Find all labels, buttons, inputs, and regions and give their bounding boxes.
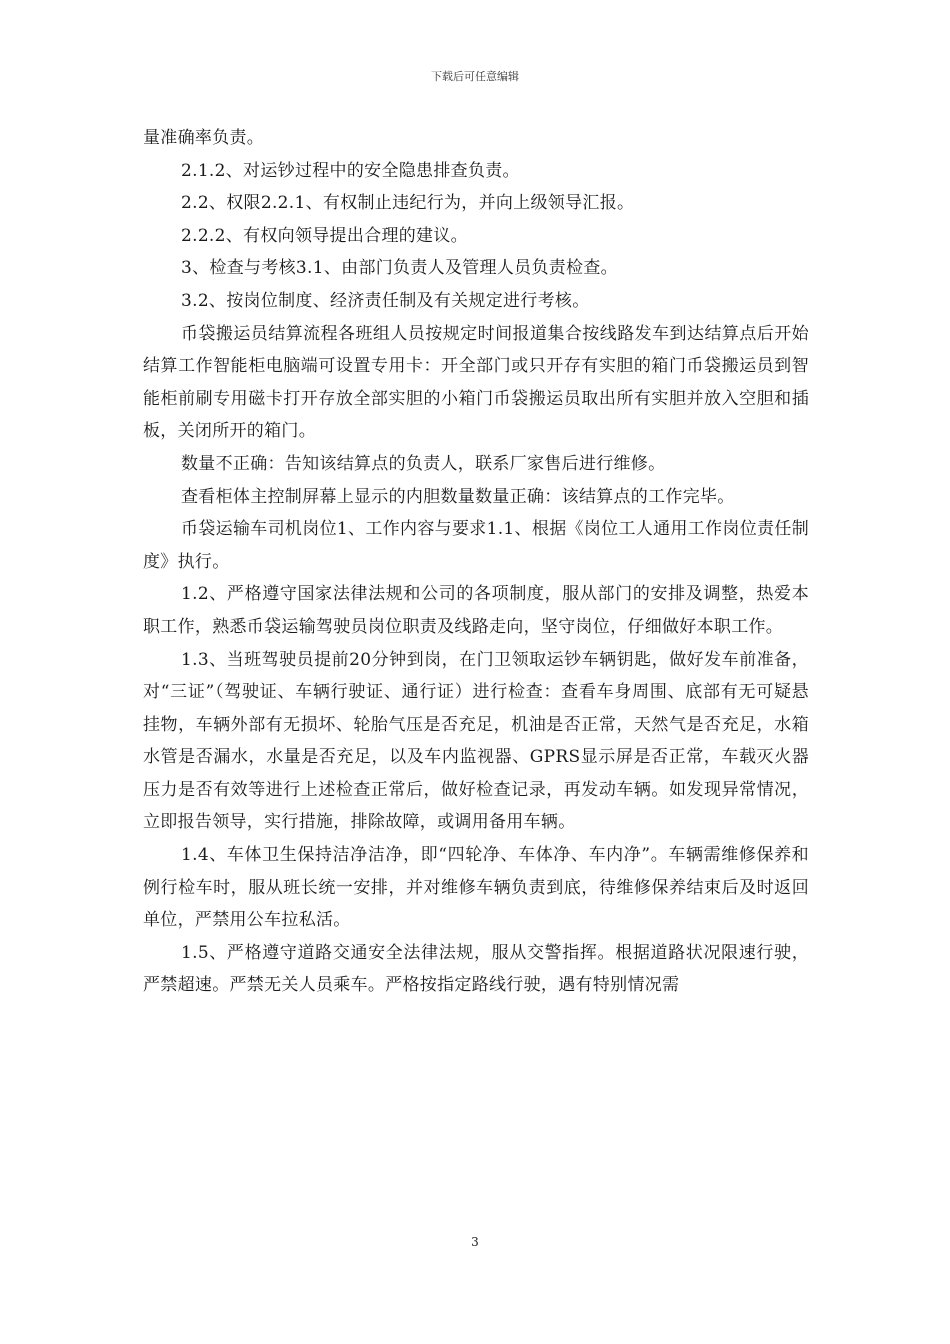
- paragraph-8: 数量不正确：告知该结算点的负责人，联系厂家售后进行维修。: [181, 453, 666, 474]
- paragraph-13: 1.4、车体卫生保持洁净洁净，即“四轮净、车体净、车内净”。车辆需维修保养和例行检车时，服从班长统一安排，并对维修车辆负责到底，待维修保养结束后及时返回单位，严禁用公车拉私活。: [143, 845, 809, 931]
- page-number: 3: [471, 1235, 479, 1249]
- paragraph-14: 1.5、严格遵守道路交通安全法律法规，服从交警指挥。根据道路状况限速行驶，严禁超速。严禁无关人员乘车。严格按指定路线行驶，遇有特别情况需: [143, 942, 809, 996]
- paragraph-9: 查看柜体主控制屏幕上显示的内胆数量数量正确：该结算点的工作完毕。: [181, 486, 735, 507]
- paragraph-7: 币袋搬运员结算流程各班组人员按规定时间报道集合按线路发车到达结算点后开始结算工作智能柜电脑端可设置专用卡：开全部门或只开存有实胆的箱门币袋搬运员到智能柜前刷专用磁卡打开存放全部实胆的小箱门币袋搬运员取出所有实胆并放入空胆和插板，关闭所开的箱门。: [143, 323, 809, 442]
- paragraph-1: 量准确率负责。: [143, 128, 265, 148]
- paragraph-3: 2.2、权限2.2.1、有权制止违纪行为，并向上级领导汇报。: [181, 193, 635, 214]
- paragraph-12: 1.3、当班驾驶员提前20分钟到岗，在门卫领取运钞车辆钥匙，做好发车前准备，对“三证”（驾驶证、车辆行驶证、通行证）进行检查：查看车身周围、底部有无可疑悬挂物，车辆外部有无损坏、轮胎气压是否充足，机油是否正常，天然气是否充足，水箱水管是否漏水，水量是否充足，以及车内监视器、GPRS显示屏是否正常，车载灭火器压力是否有效等进行上述检查正常后，做好检查记录，再发动车辆。如发现异常情况，立即报告领导，实行措施，排除故障，或调用备用车辆。: [143, 649, 809, 833]
- paragraph-6: 3.2、按岗位制度、经济责任制及有关规定进行考核。: [181, 290, 590, 311]
- paragraph-4: 2.2.2、有权向领导提出合理的建议。: [181, 225, 468, 246]
- paragraph-5: 3、检查与考核3.1、由部门负责人及管理人员负责检查。: [181, 258, 618, 279]
- paragraph-11: 1.2、严格遵守国家法律法规和公司的各项制度，服从部门的安排及调整，热爱本职工作，熟悉币袋运输驾驶员岗位职责及线路走向，坚守岗位，仔细做好本职工作。: [143, 584, 809, 637]
- paragraph-2: 2.1.2、对运钞过程中的安全隐患排查负责。: [181, 160, 520, 181]
- page-header-note: 下载后可任意编辑: [431, 70, 519, 83]
- document-body: [143, 122, 809, 1002]
- paragraph-10: 币袋运输车司机岗位1、工作内容与要求1.1、根据《岗位工人通用工作岗位责任制度》执行。: [143, 519, 809, 572]
